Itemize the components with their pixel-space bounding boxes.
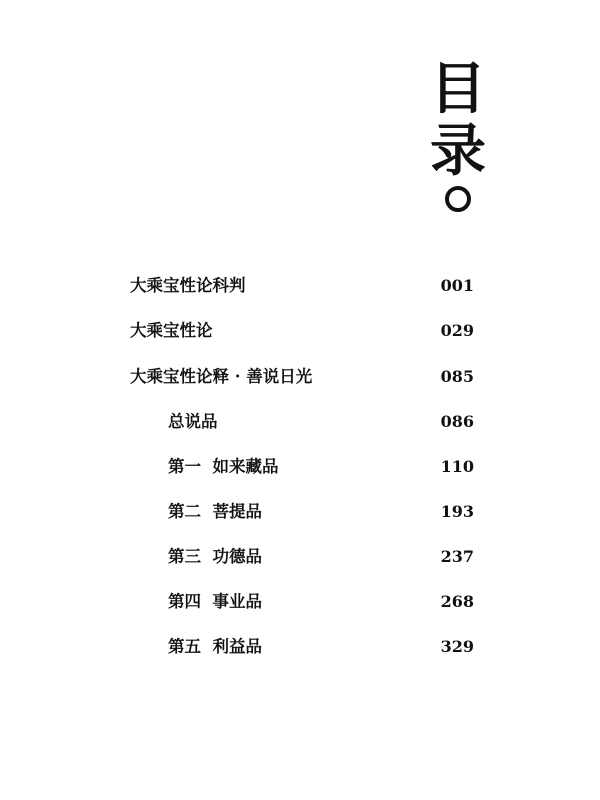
toc-entry-label: 第三 功德品 <box>168 547 262 566</box>
toc-entry-page-number: 086 <box>440 412 474 431</box>
toc-entry-chapter-5[interactable] <box>0 633 600 661</box>
toc-entry-label: 第五 利益品 <box>168 637 262 656</box>
toc-entry-label: 第一 如来藏品 <box>168 457 279 476</box>
title-char-2: 录 <box>430 118 486 184</box>
toc-entry-page-number: 029 <box>440 321 474 340</box>
toc-entry-label: 大乘宝性论释 · 善说日光 <box>130 367 313 386</box>
toc-entry-page-number: 268 <box>440 592 474 611</box>
toc-entry-chapter-2[interactable] <box>0 498 600 526</box>
toc-entry-chapter-4[interactable] <box>0 588 600 616</box>
toc-entry-chapter-3[interactable] <box>0 543 600 571</box>
toc-entry-page-number: 110 <box>440 457 474 476</box>
title-char-1: 目 <box>430 56 486 122</box>
toc-entry-page-number: 001 <box>440 276 474 295</box>
toc-entry-chapter-1[interactable] <box>0 453 600 481</box>
title-period-mark <box>445 186 471 212</box>
toc-entry-baoxinglun[interactable] <box>0 317 600 345</box>
toc-entry-shanshuo-riguang[interactable] <box>0 363 600 391</box>
toc-entry-label: 第四 事业品 <box>168 592 262 611</box>
toc-entry-page-number: 193 <box>440 502 474 521</box>
toc-entry-page-number: 237 <box>440 547 474 566</box>
toc-entry-label: 总说品 <box>168 412 218 431</box>
toc-entry-kepan[interactable] <box>0 272 600 300</box>
toc-entry-page-number: 329 <box>440 637 474 656</box>
page-title <box>426 58 490 212</box>
toc-entry-label: 大乘宝性论科判 <box>130 276 246 295</box>
toc-entry-page-number: 085 <box>440 367 474 386</box>
toc-entry-label: 第二 菩提品 <box>168 502 262 521</box>
toc-entry-label: 大乘宝性论 <box>130 321 213 340</box>
toc-entry-zongshuo[interactable] <box>0 408 600 436</box>
